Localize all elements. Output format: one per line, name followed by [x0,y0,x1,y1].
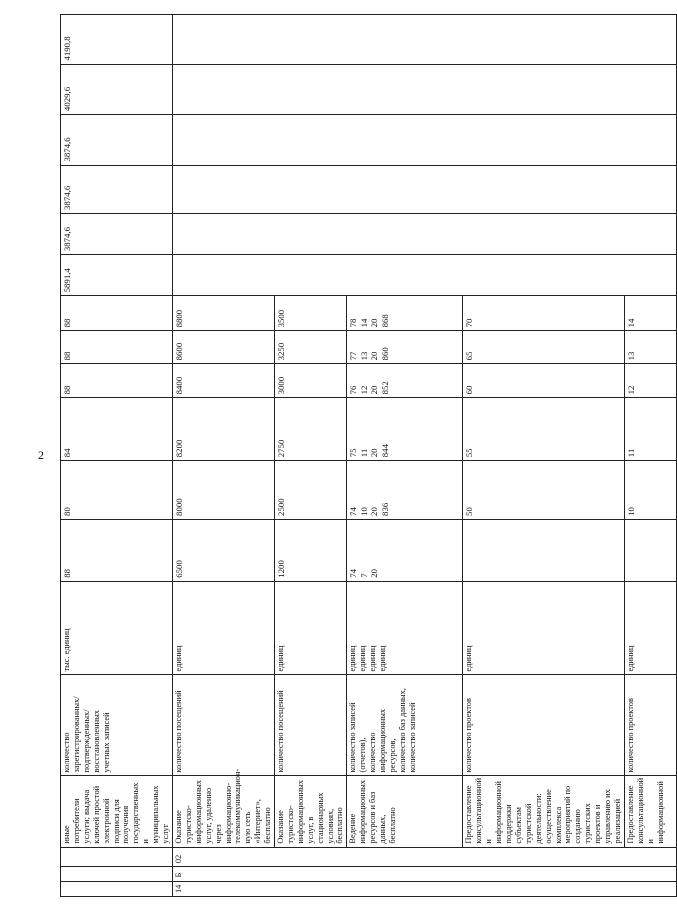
value-cell: 88 [61,296,173,331]
value-cell: 65 [463,331,625,364]
value-list [347,461,463,520]
value-cell: 74 [348,507,359,516]
table-row [172,15,274,897]
value-cell [624,519,676,581]
value-cell: 20 [369,448,380,458]
value-cell: 12 [358,385,369,395]
value-cell: 6500 [172,519,274,581]
money-cell [172,255,676,296]
service-name: Предоставление консультационной и информационной поддержки субъектам туристской деятельности: осуществление комплекса мероприятий по созданию туристских проектов и управлению их реализацией [463,776,625,847]
service-name: Предоставление консультационной и информационной [624,776,676,847]
row-code [61,847,173,867]
row-letter: Б [172,867,676,881]
row-letter [61,867,173,881]
unit: единиц [275,581,347,675]
value-cell: 12 [624,364,676,398]
value-cell: 11 [358,448,369,458]
money-cell: 4190,8 [61,15,173,65]
unit: единиц [348,645,358,672]
value-cell: 60 [463,364,625,398]
value-list [347,519,463,581]
value-cell: 10 [624,461,676,520]
row-index [61,881,173,896]
money-cell [172,213,676,254]
value-cell: 2500 [275,461,347,520]
value-cell: 11 [624,398,676,461]
value-list [347,296,463,331]
indicator-name: количество зарегистрированных/ подтвержденных/ восстановленных учетных записей [61,675,173,776]
value-cell: 74 [348,568,359,578]
value-cell: 70 [463,296,625,331]
money-cell [172,15,676,65]
money-cell: 4029,6 [61,64,173,114]
value-cell: 55 [463,398,625,461]
indicator-name: количество проектов [624,675,676,776]
money-cell: 3874,6 [61,213,173,254]
unit: единиц [172,581,274,675]
value-cell: 10 [358,507,369,516]
unit: единиц [368,645,378,672]
unit: тыс. единиц [61,581,173,675]
row-index: 14 [172,881,676,896]
value-cell: 8600 [172,331,274,364]
value-cell: 3000 [275,364,347,398]
money-cell [172,165,676,213]
value-cell: 77 [348,351,359,361]
value-cell: 8400 [172,364,274,398]
indicator-name: количество записей [407,702,417,773]
indicator-name: количество информационных ресурсов, [368,708,397,773]
value-cell: 75 [348,448,359,458]
row-code: 02 [172,847,676,867]
value-cell: 2750 [275,398,347,461]
indicator-name: количество посещений [275,675,347,776]
unit-list [347,581,463,675]
value-cell: 868 [379,314,390,328]
service-name: Оказание туристско-информационных услуг, удаленно через информационно-телекоммуникацион-ную сеть «Интернет», бесплатно [172,776,274,847]
service-name: иные потребители услуги; выдача ключей простой электронной подписи для получения государственных и муниципальных услуг [61,776,173,847]
money-cell: 3874,6 [61,165,173,213]
page-number: 2 [38,448,44,462]
value-cell: 7 [358,573,369,578]
value-cell: 84 [61,398,173,461]
value-list [347,331,463,364]
value-cell: 88 [61,519,173,581]
rotated-page [60,14,665,897]
indicator-name: количество проектов [463,675,625,776]
value-cell: 20 [369,385,380,395]
value-cell: 88 [61,331,173,364]
value-cell: 836 [379,502,390,516]
value-cell: 8000 [172,461,274,520]
value-cell: 860 [379,347,390,361]
unit: единиц [378,645,388,672]
value-cell: 14 [358,318,369,328]
service-name: Оказание туристско-информационных услуг, в стационарных условиях, бесплатно [275,776,347,847]
value-cell [463,519,625,581]
value-cell: 3500 [275,296,347,331]
money-cell: 5891,4 [61,255,173,296]
money-cell [172,115,676,165]
unit: единиц [463,581,625,675]
value-cell: 852 [379,381,390,395]
indicator-name: количество посещений [172,675,274,776]
indicator-list [347,675,463,776]
value-cell: 844 [379,444,390,458]
value-cell: 20 [369,507,380,516]
value-cell: 80 [61,461,173,520]
value-cell: 13 [624,331,676,364]
unit: единиц [358,645,368,672]
value-list [347,364,463,398]
services-table [60,14,677,897]
service-name: Ведение информационных ресурсов и баз данных, бесплатно [347,776,463,847]
value-cell: 8800 [172,296,274,331]
value-list [347,398,463,461]
value-cell: 20 [369,318,380,328]
indicator-name: количество записей (отчетов), [348,702,368,773]
value-cell: 50 [463,461,625,520]
value-cell: 20 [369,351,380,361]
value-cell: 20 [369,568,380,578]
indicator-name: количество баз данных, [397,688,407,773]
value-cell: 1200 [275,519,347,581]
value-cell: 13 [358,351,369,361]
money-cell: 3874,6 [61,115,173,165]
value-cell: 3250 [275,331,347,364]
value-cell: 14 [624,296,676,331]
value-cell: 88 [61,364,173,398]
value-cell: 8200 [172,398,274,461]
money-cell [172,64,676,114]
value-cell: 76 [348,385,359,395]
unit: единиц [624,581,676,675]
table-row [61,15,173,897]
value-cell: 78 [348,318,359,328]
